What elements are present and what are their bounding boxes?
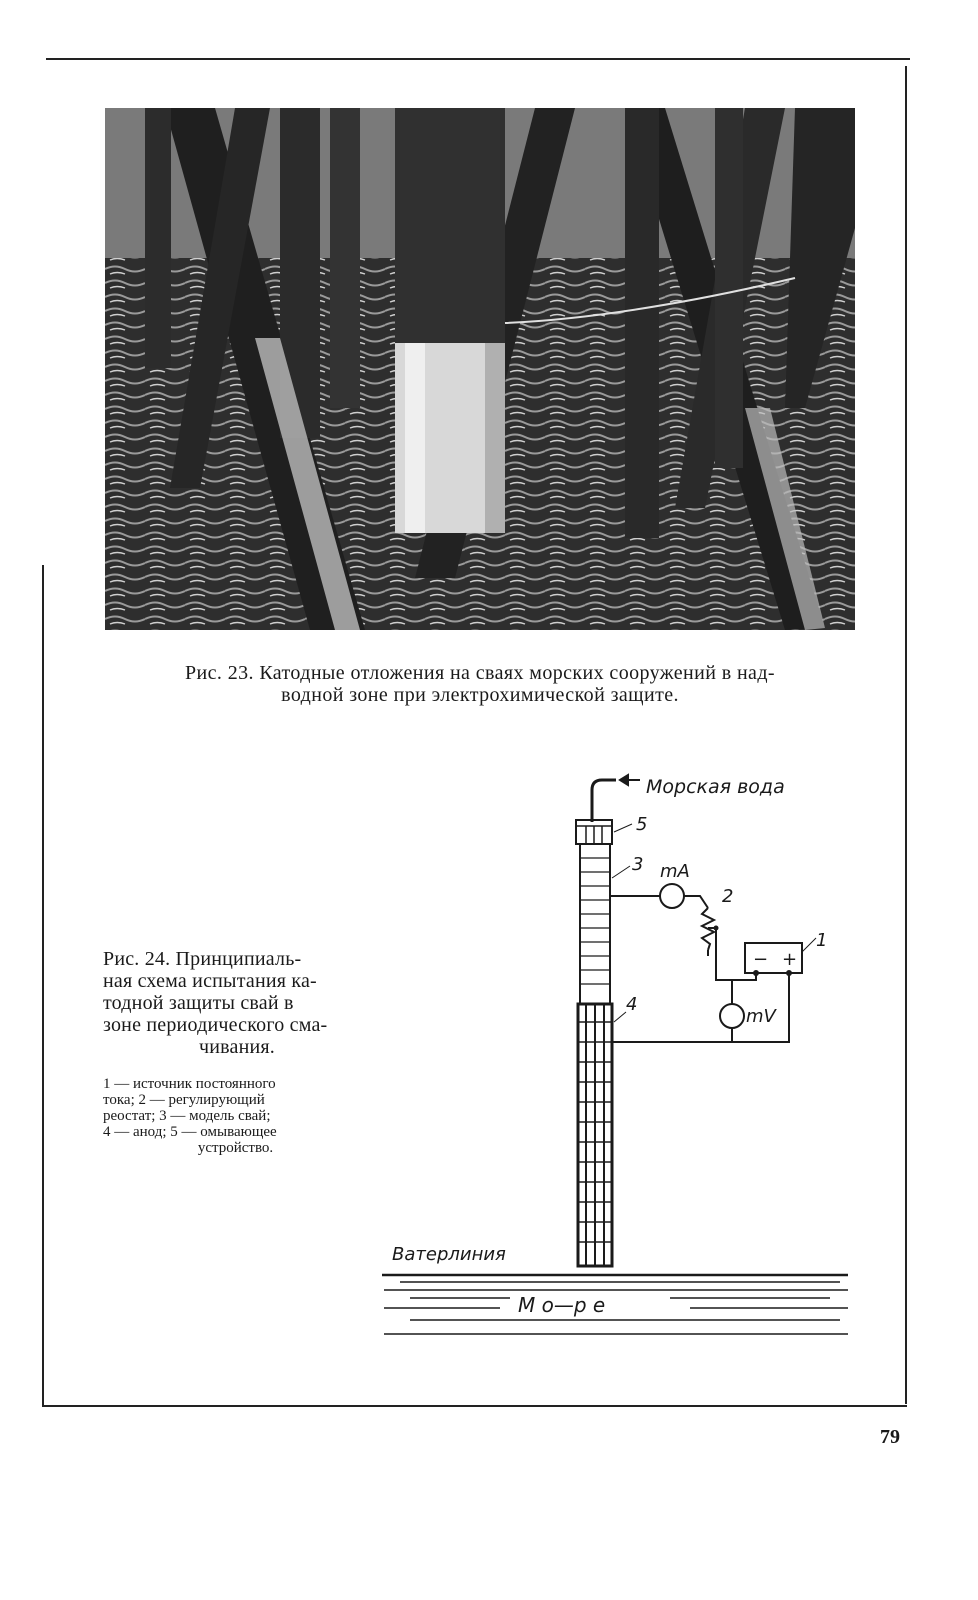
pile-model <box>580 844 610 1004</box>
millivoltmeter-label: mV <box>746 1006 776 1027</box>
millivoltmeter <box>720 1004 744 1028</box>
figure-24-caption-line: Рис. 24. Принципиаль- <box>103 948 302 970</box>
page-frame-right <box>905 66 907 1404</box>
wire-ma-to-rheostat <box>684 896 708 908</box>
sea-label: М о—р е <box>518 1293 606 1317</box>
figure-24-legend <box>103 1076 368 1156</box>
page-frame-bottom <box>42 1405 907 1407</box>
figure-24-caption-line: зоне периодического сма- <box>103 1014 328 1036</box>
piles-photo-illustration <box>105 108 855 630</box>
wire-to-minus <box>716 960 756 980</box>
minus-sign: − <box>753 949 769 970</box>
figure-24-legend-line: 4 — анод; 5 — омывающее <box>103 1124 277 1140</box>
figure-24-legend-line: 1 — источник постоянного <box>103 1076 276 1092</box>
sea-hatching <box>384 1282 848 1334</box>
plus-sign: + <box>782 949 798 970</box>
inlet-arrow-icon <box>620 775 640 785</box>
label-2: 2 <box>722 886 734 907</box>
page-number: 79 <box>880 1426 900 1448</box>
label-1: 1 <box>816 930 828 951</box>
waterline-label: Ватерлиния <box>392 1244 506 1265</box>
page-frame-top <box>46 58 910 60</box>
figure-23-photo <box>105 108 855 630</box>
label-4: 4 <box>626 994 638 1015</box>
figure-24-legend-line: тока; 2 — регулирующий <box>103 1092 265 1108</box>
figure-24-legend-line: реостат; 3 — модель свай; <box>103 1108 271 1124</box>
figure-24-caption-line: чивания. <box>198 1036 276 1058</box>
figure-23-caption-line-1: Рис. 23. Катодные отложения на сваях морских сооружений в над- <box>185 662 775 684</box>
seawater-label: Морская вода <box>646 776 785 798</box>
figure-23-caption-line-2: водной зоне при электрохимической защите. <box>281 684 679 706</box>
milliammeter <box>660 884 684 908</box>
figure-24-diagram <box>370 760 860 1360</box>
figure-23-caption <box>100 662 860 706</box>
label-5: 5 <box>636 814 648 835</box>
milliammeter-label: mA <box>660 861 690 882</box>
figure-24-caption <box>103 948 371 1058</box>
label-3: 3 <box>632 854 644 875</box>
figure-24-caption-line: тодной защиты свай в <box>103 992 294 1014</box>
page-frame-left <box>42 565 44 1405</box>
figure-24-caption-line: ная схема испытания ка- <box>103 970 317 992</box>
test-scheme-svg <box>370 760 860 1360</box>
seawater-inlet-pipe <box>592 780 616 822</box>
figure-24-legend-line: устройство. <box>197 1140 274 1156</box>
